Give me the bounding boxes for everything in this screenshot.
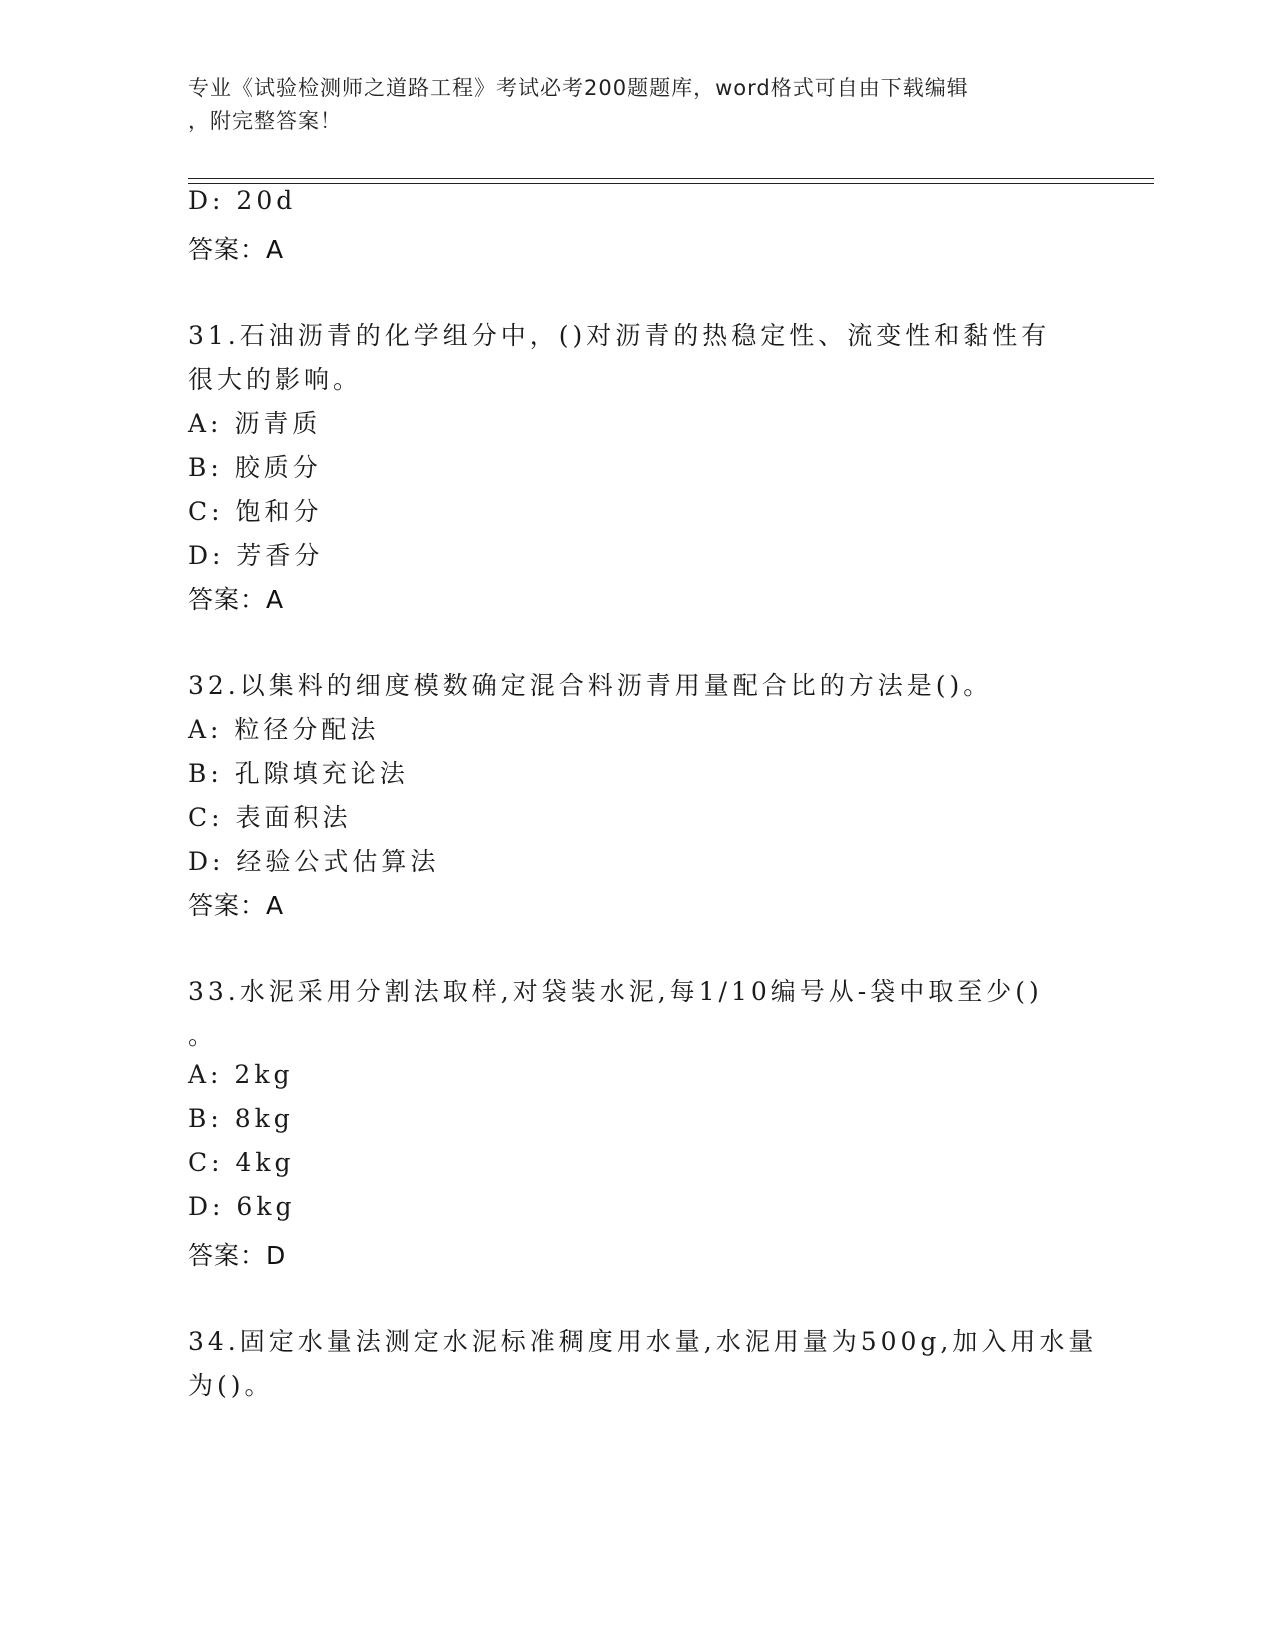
option-b: B: 胶质分 bbox=[188, 453, 322, 482]
question-stem-continuation: 。 bbox=[188, 1021, 218, 1050]
question-stem-continuation: 很大的影响。 bbox=[188, 365, 363, 394]
header-title-continuation: ，附完整答案！ bbox=[188, 109, 342, 133]
question-stem: 33.水泥采用分割法取样,对袋装水泥,每1/10编号从-袋中取至少() bbox=[188, 977, 1043, 1006]
prev-answer: 答案：A bbox=[188, 235, 285, 264]
option-c: C: 4kg bbox=[188, 1148, 295, 1177]
option-a: A: 粒径分配法 bbox=[188, 715, 380, 744]
option-b: B: 孔隙填充论法 bbox=[188, 759, 409, 788]
header-divider-top bbox=[188, 178, 1154, 179]
document-header bbox=[188, 72, 1088, 138]
prev-option-d: D: 20d bbox=[188, 186, 297, 215]
header-title-line: 专业《试验检测师之道路工程》考试必考200题题库，word格式可自由下载编辑 bbox=[188, 76, 969, 100]
option-d: D: 经验公式估算法 bbox=[188, 847, 440, 876]
question-stem: 34.固定水量法测定水泥标准稠度用水量,水泥用量为500g,加入用水量 bbox=[188, 1327, 1098, 1356]
answer: 答案：A bbox=[188, 891, 285, 920]
option-d: D: 6kg bbox=[188, 1192, 296, 1221]
answer: 答案：A bbox=[188, 585, 285, 614]
option-c: C: 饱和分 bbox=[188, 497, 323, 526]
question-stem-continuation: 为()。 bbox=[188, 1371, 274, 1400]
answer: 答案：D bbox=[188, 1241, 287, 1270]
option-d: D: 芳香分 bbox=[188, 541, 324, 570]
option-b: B: 8kg bbox=[188, 1104, 294, 1133]
option-c: C: 表面积法 bbox=[188, 803, 352, 832]
option-a: A: 2kg bbox=[188, 1060, 294, 1089]
question-stem: 31.石油沥青的化学组分中，()对沥青的热稳定性、流变性和黏性有 bbox=[188, 321, 1051, 350]
header-divider-bottom bbox=[188, 183, 1154, 184]
question-stem: 32.以集料的细度模数确定混合料沥青用量配合比的方法是()。 bbox=[188, 671, 993, 700]
option-a: A: 沥青质 bbox=[188, 409, 322, 438]
